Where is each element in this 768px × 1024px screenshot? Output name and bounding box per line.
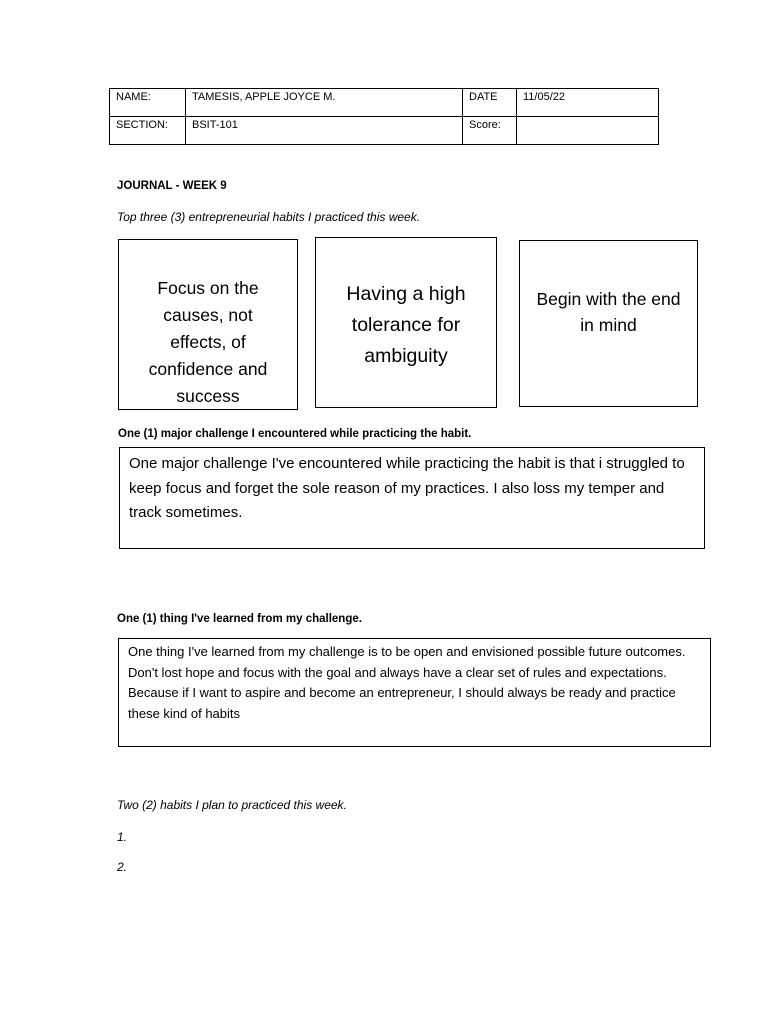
habit-box-3 — [519, 240, 698, 407]
learned-text: One thing I've learned from my challenge is to be open and envisioned possible future outcomes. Don't lost hope and focus with the goal and always have a clear set of rules and expectations. Because if I want to aspire and become an entrepreneur, I should always be ready and practice these kind of habits — [128, 644, 686, 721]
date-value: 11/05/22 — [517, 89, 659, 117]
info-row-name — [110, 89, 659, 117]
name-value: TAMESIS, APPLE JOYCE M. — [186, 89, 463, 117]
challenge-prompt: One (1) major challenge I encountered while practicing the habit. — [118, 428, 472, 440]
info-row-section — [110, 117, 659, 145]
plan-item-2: 2. — [117, 860, 128, 874]
habit-box-1 — [118, 239, 298, 410]
journal-title: JOURNAL - WEEK 9 — [117, 180, 227, 192]
habit-box-2 — [315, 237, 497, 408]
score-value — [517, 117, 659, 145]
challenge-box — [119, 447, 705, 549]
learned-box — [118, 638, 711, 747]
section-label: SECTION: — [110, 117, 186, 145]
habit-text-1: Focus on the causes, not effects, of confidence and success — [148, 278, 268, 406]
plan-prompt: Two (2) habits I plan to practiced this week. — [117, 798, 347, 812]
habit-text-2: Having a high tolerance for ambiguity — [346, 283, 466, 367]
habit-text-3: Begin with the end in mind — [536, 289, 681, 335]
section-value: BSIT-101 — [186, 117, 463, 145]
habits-prompt: Top three (3) entrepreneurial habits I practiced this week. — [117, 210, 421, 224]
plan-item-1: 1. — [117, 830, 128, 844]
student-info-table — [109, 88, 659, 145]
learned-prompt: One (1) thing I've learned from my challenge. — [117, 613, 362, 625]
name-label: NAME: — [110, 89, 186, 117]
score-label: Score: — [463, 117, 517, 145]
challenge-text: One major challenge I've encountered while practicing the habit is that i struggled to keep focus and forget the sole reason of my practices. I also loss my temper and track sometimes. — [129, 455, 685, 521]
date-label: DATE — [463, 89, 517, 117]
